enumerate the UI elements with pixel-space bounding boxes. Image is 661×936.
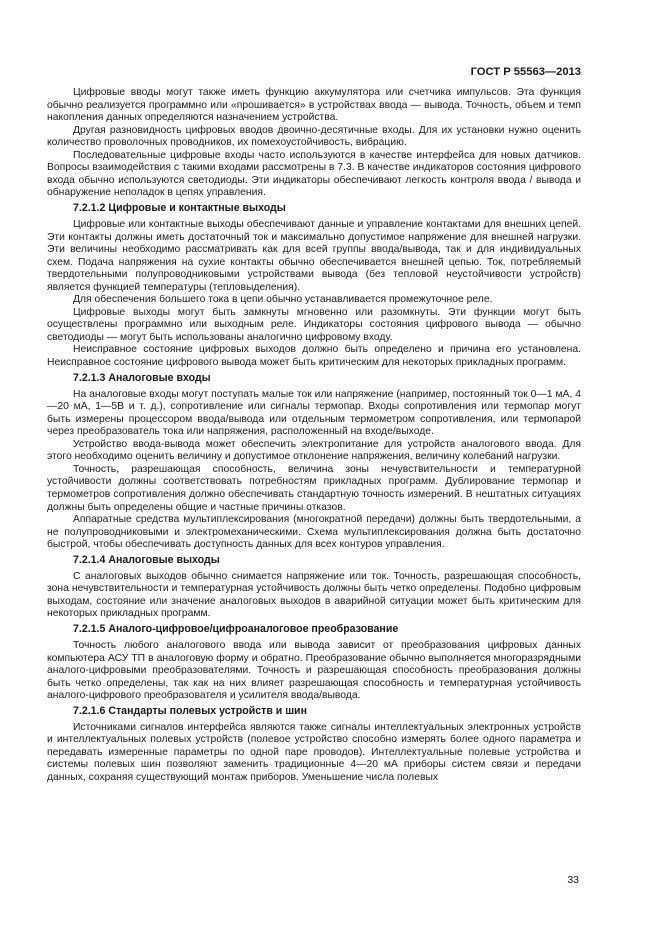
paragraph: Для обеспечения большего тока в цепи обычно устанавливается промежуточное реле.: [73, 294, 493, 306]
paragraph: На аналоговые входы могут поступать малые ток или напряжение (например, постоянный ток 0—1 мА, 4—20 мА, 1—5В и т. д.), сопротивление или сигналы термопар. Входы сопротивления или термопар могут быть измерены процессором ввода/вывода или отдельным термометром сопротивления, или термопарой через преобразователь тока или напряжения, расположенный на входе/выходе.: [47, 388, 581, 438]
section-heading: 7.2.1.4 Аналоговые выходы: [73, 554, 220, 567]
section-heading: 7.2.1.3 Аналоговые входы: [73, 372, 211, 385]
paragraph: Цифровые или контактные выходы обеспечивают данные и управление контактами для внешних цепей. Эти контакты должны иметь достаточный ток и максимально допустимое напряжение для внешней нагрузки. Эти величины необходимо рассматривать как для всей группы ввода/вывода, так и для индивидуальных схем. Подача напряжения на сухие контакты обычно обеспечивается внешней цепью. Ток, потребляемый твердотельными полупроводниковыми устройствами вывода (без тепловой неустойчивости устройств) является функцией температуры (тепловыделения).: [47, 218, 581, 293]
section-heading: 7.2.1.5 Аналого-цифровое/цифроаналоговое преобразование: [73, 623, 399, 636]
paragraph: Другая разновидность цифровых вводов двоично-десятичные входы. Для их установки нужно оценить количество проволочных проводников, их помехоустойчивость, вибрацию.: [47, 124, 581, 149]
paragraph: Цифровые выходы могут быть замкнуты мгновенно или разомкнуты. Эти функции могут быть осуществлены программно или выходным реле. Индикаторы состояния цифрового вывода — обычно светодиоды — могут быть использованы аналогично цифровому входу.: [47, 306, 581, 343]
paragraph: Цифровые вводы могут также иметь функцию аккумулятора или счетчика импульсов. Эта функция обычно реализуется программно или «прошивается» в устройствах ввода — вывода. Точность, объем и темп накопления данных определяются назначением устройства.: [47, 87, 581, 124]
paragraph: Точность, разрешающая способность, величина зоны нечувствительности и температурной устойчивости должны соответствовать потребностям прикладных программ. Дублирование термопар и термометров сопротивления должно обеспечивать стандартную точность измерений. В нештатных ситуациях должны быть определены общие и частные причины отказов.: [47, 463, 581, 513]
page-number: 33: [567, 874, 579, 886]
section-heading: 7.2.1.2 Цифровые и контактные выходы: [73, 202, 286, 215]
section-heading: 7.2.1.6 Стандарты полевых устройств и шин: [73, 705, 307, 718]
paragraph: Аппаратные средства мультиплексирования (многократной передачи) должны быть твердотельными, а не полупроводниковыми и электромеханическими. Схема мультиплексирования должна быть достаточно быстрой, чтобы обеспечивать доступность данных для всех контуров управления.: [47, 514, 581, 551]
paragraph: Устройство ввода-вывода может обеспечить электропитание для устройств аналогового ввода. Для этого необходимо оценить величину и допустимое отклонение напряжения, величину колебаний нагрузки.: [47, 438, 581, 463]
paragraph: Последовательные цифровые входы часто используются в качестве интерфейса для новых датчиков. Вопросы взаимодействия с такими входами рассмотрены в 7.3. В качестве индикаторов состояния цифрового входа обычно используются светодиоды. Эти индикаторы обеспечивают легкость контроля ввода / вывода и обнаружение неполадок в цепях управления.: [47, 149, 581, 199]
paragraph: Точность любого аналогового ввода или вывода зависит от преобразования цифровых данных компьютера АСУ ТП в аналоговую форму и обратно. Преобразование обычно выполняется многоразрядными аналого-цифровыми преобразователями. Точность и разрешающая способность преобразования должны быть четко определены, так как на них влияет разрешающая способность и температурная устойчивость аналого-цифрового преобразователя и усилителя ввода/вывода.: [47, 639, 581, 702]
paragraph: Неисправное состояние цифровых выходов должно быть определено и причина его установлена. Неисправное состояние цифрового вывода может быть критическим для некоторых прикладных программ.: [47, 344, 581, 368]
document-body: [47, 87, 581, 784]
paragraph: С аналоговых выходов обычно снимается напряжение или ток. Точность, разрешающая способность, зона нечувствительности и температурная устойчивость должны быть четко определены. Подобно цифровым выходам, состояние или значение аналоговых выходов в аварийной ситуации может быть критическим для некоторых прикладных программ.: [47, 570, 581, 620]
document-header: ГОСТ Р 55563—2013: [470, 66, 581, 78]
paragraph: Источниками сигналов интерфейса являются также сигналы интеллектуальных электронных устройств и интеллектуальных полевых устройств (полевое устройство способно измерять более одного параметра и передавать измеренные параметры по одной паре проводов). Интеллектуальные полевые устройства и системы полевых шин позволяют заменить традиционные 4—20 мА приборы систем связи и передачи данных, сохраняя существующий монтаж приборов. Уменьшение числа полевых: [47, 721, 581, 783]
